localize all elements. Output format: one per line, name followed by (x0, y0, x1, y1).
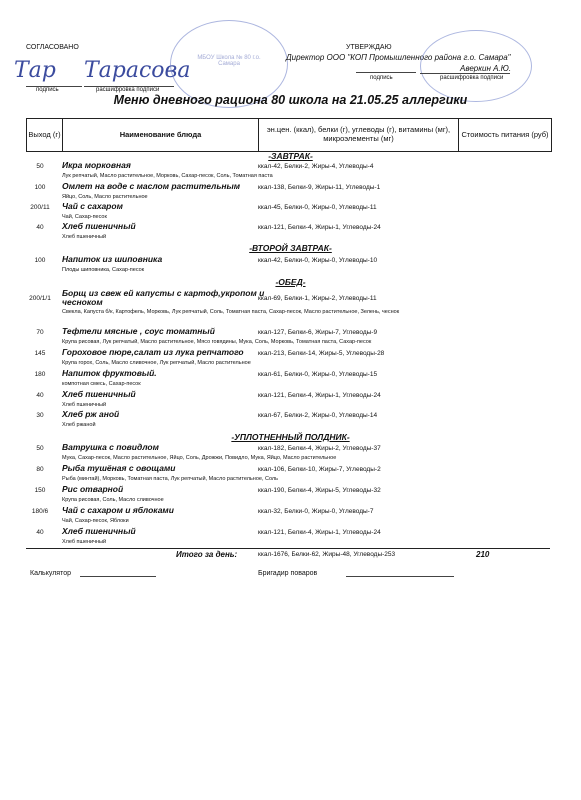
item-weight: 50 (36, 163, 44, 170)
item-ingredients: Хлеб пшеничный (62, 234, 107, 240)
item-name: Напиток фруктовый. (62, 368, 157, 378)
menu-title: Меню дневного рациона 80 школа на 21.05.25 аллергики (113, 93, 468, 107)
left-sign-caption: подпись (36, 87, 59, 93)
director-name: Аверкин А.Ю. (460, 64, 512, 73)
item-ingredients: Рыба (минтай), Морковь, Томатная паста, Лук репчатый, Масло растительное, Соль (62, 476, 278, 482)
item-weight: 200/11 (30, 204, 50, 211)
item-ingredients: Лук репчатый, Масло растительное, Морковь, Сахар-песок, Соль, Томатная паста (62, 173, 273, 179)
totals-label: Итого за день: (176, 550, 238, 559)
item-name: Чай с сахаром (62, 201, 123, 211)
item-nutrition: ккал-69, Белки-1, Жиры-2, Углеводы-11 (258, 295, 377, 302)
item-nutrition: ккал-127, Белки-6, Жиры-7, Углеводы-9 (258, 329, 378, 336)
calculator-sign-line (80, 576, 156, 577)
item-nutrition: ккал-67, Белки-2, Жиры-0, Углеводы-14 (258, 412, 378, 419)
school-stamp: МБОУ Школа № 80 г.о. Самара (170, 20, 288, 108)
director-position: Директор ООО "КОП Промышленного района г.о. Самара" (286, 53, 511, 62)
item-weight: 50 (36, 445, 44, 452)
item-weight: 150 (34, 487, 46, 494)
item-ingredients: Крупа рисовая, Лук репчатый, Масло растительное, Мясо говядины, Мука, Соль, Морковь, Томатная паста, Сахар-песок (62, 339, 372, 345)
item-nutrition: ккал-213, Белки-14, Жиры-5, Углеводы-28 (258, 350, 385, 357)
col-name-header: Наименование блюда (63, 119, 259, 151)
item-name: Омлет на воде с маслом растительным (62, 181, 241, 191)
item-ingredients: Свекла, Капуста б/к, Картофель, Морковь, Лук репчатый, Соль, Томатная паста, Сахар-песок, Масло растительное, Зелень, чеснок (62, 309, 400, 315)
item-name: Хлеб пшеничный (62, 389, 136, 399)
item-nutrition: ккал-121, Белки-4, Жиры-1, Углеводы-24 (258, 529, 381, 536)
right-sign-line (356, 72, 416, 73)
col-weight-header: Выход (г) (27, 119, 63, 151)
item-nutrition: ккал-42, Белки-2, Жиры-4, Углеводы-4 (258, 163, 374, 170)
item-nutrition: ккал-45, Белки-0, Жиры-0, Углеводы-11 (258, 204, 377, 211)
item-nutrition: ккал-182, Белки-4, Жиры-2, Углеводы-37 (258, 445, 381, 452)
item-ingredients: Хлеб пшеничный (62, 539, 107, 545)
signature-left-decode: Тарасова (84, 58, 191, 83)
item-ingredients: компотная смесь, Сахар-песок (62, 381, 141, 387)
item-name: Хлеб рж аной (62, 409, 120, 419)
item-ingredients: Чай, Сахар-песок, Яблоки (62, 518, 129, 524)
item-weight: 100 (34, 257, 46, 264)
item-nutrition: ккал-121, Белки-4, Жиры-1, Углеводы-24 (258, 224, 381, 231)
item-name: Хлеб пшеничный (62, 526, 136, 536)
item-weight: 180/6 (31, 508, 49, 515)
totals-row (26, 548, 550, 561)
item-ingredients: Крупа рисовая, Соль, Масло сливочное (62, 497, 164, 503)
item-ingredients: Чай, Сахар-песок (62, 214, 107, 220)
item-name: Рис отварной (62, 484, 124, 494)
table-header (26, 118, 552, 152)
chef-label: Бригадир поваров (258, 570, 318, 577)
item-weight: 30 (36, 412, 44, 419)
item-weight: 70 (36, 329, 44, 336)
section-title: -ЗАВТРАК- (268, 151, 313, 161)
item-nutrition: ккал-121, Белки-4, Жиры-1, Углеводы-24 (258, 392, 381, 399)
item-ingredients: Яйцо, Соль, Масло растительное (62, 194, 148, 200)
item-weight: 40 (36, 529, 44, 536)
item-weight: 100 (34, 184, 46, 191)
item-name: Хлеб пшеничный (62, 221, 136, 231)
item-name: Напиток из шиповника (62, 254, 163, 264)
item-weight: 180 (34, 371, 46, 378)
item-weight: 80 (36, 466, 44, 473)
col-price-header: Стоимость питания (руб) (461, 129, 549, 139)
item-ingredients: Плоды шиповника, Сахар-песок (62, 267, 145, 273)
item-name: Ватрушка с повидлом (62, 442, 159, 452)
col-nutrition-header: эн.цен. (ккал), белки (г), углеводы (г), витамины (мг), микроэлементы (мг) (259, 119, 459, 151)
item-nutrition: ккал-138, Белки-9, Жиры-11, Углеводы-1 (258, 184, 381, 191)
right-decode-caption: расшифровка подписи (440, 75, 504, 81)
item-weight: 200/1/1 (29, 295, 51, 302)
item-weight: 145 (34, 350, 46, 357)
right-sign-caption: подпись (370, 75, 393, 81)
right-decode-line (420, 73, 510, 74)
item-name: Гороховое пюре,салат из лука репчатого (62, 347, 244, 357)
item-name: Борщ из свеж ей капусты с картоф,укропом и чесноком (62, 288, 265, 307)
totals-price: 210 (476, 550, 490, 559)
item-ingredients: Хлеб пшеничный (62, 402, 107, 408)
signature-left: Тар (14, 58, 56, 83)
item-nutrition: ккал-106, Белки-10, Жиры-7, Углеводы-2 (258, 466, 381, 473)
item-name: Икра морковная (62, 160, 131, 170)
section-title: -УПЛОТНЕННЫЙ ПОЛДНИК- (231, 432, 350, 442)
section-title: -ВТОРОЙ ЗАВТРАК- (249, 243, 332, 253)
item-name: Рыба тушёная с овощами (62, 463, 176, 473)
item-ingredients: Крупа горох, Соль, Масло сливочное, Лук репчатый, Масло растительное (62, 360, 251, 366)
chef-sign-line (346, 576, 454, 577)
item-nutrition: ккал-42, Белки-0, Жиры-0, Углеводы-10 (258, 257, 378, 264)
calculator-label: Калькулятор (30, 570, 71, 577)
left-decode-caption: расшифровка подписи (96, 87, 160, 93)
item-weight: 40 (36, 224, 44, 231)
item-ingredients: Хлеб ржаной (62, 422, 96, 428)
item-weight: 40 (36, 392, 44, 399)
totals-nutrition: ккал-1676, Белки-62, Жиры-48, Углеводы-253 (258, 551, 396, 558)
approval-right-label: УТВЕРЖДАЮ (346, 44, 392, 51)
item-name: Чай с сахаром и яблоками (62, 505, 174, 515)
approval-left-label: СОГЛАСОВАНО (26, 44, 79, 51)
section-title: -ОБЕД- (275, 277, 306, 287)
item-nutrition: ккал-61, Белки-0, Жиры-0, Углеводы-15 (258, 371, 378, 378)
item-nutrition: ккал-32, Белки-0, Жиры-0, Углеводы-7 (258, 508, 374, 515)
item-nutrition: ккал-190, Белки-4, Жиры-5, Углеводы-32 (258, 487, 381, 494)
item-ingredients: Мука, Сахар-песок, Масло растительное, Яйцо, Соль, Дрожжи, Повидло, Мука, Яйцо, Масло растительное (62, 455, 337, 461)
item-name: Тефтели мясные , соус томатный (62, 326, 215, 336)
